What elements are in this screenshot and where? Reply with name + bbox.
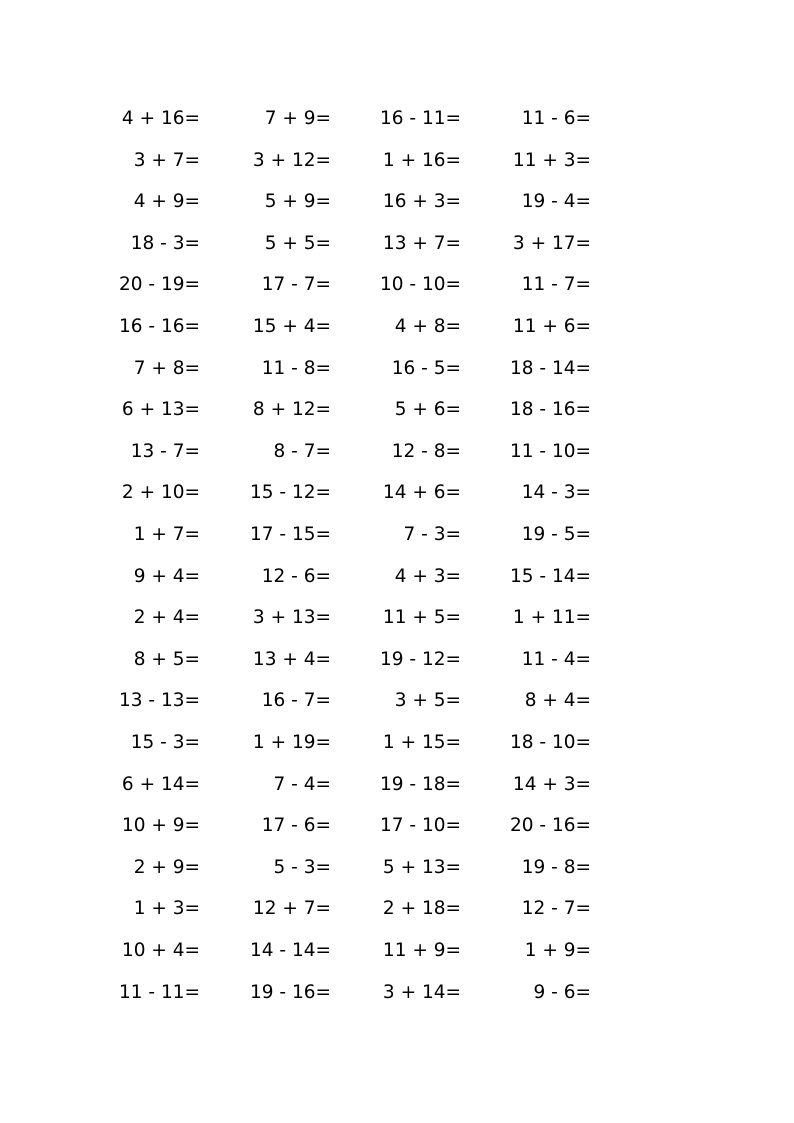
math-problem: 9 - 6= (533, 981, 591, 1003)
math-problem: 15 - 3= (130, 732, 200, 753)
math-problem: 8 + 12= (252, 399, 331, 421)
math-problem: 15 - 14= (509, 565, 591, 587)
math-problem: 3 + 17= (512, 232, 591, 254)
math-problem: 3 + 13= (252, 607, 331, 629)
math-problem: 1 + 9= (524, 940, 591, 961)
problem-row (0, 312, 794, 342)
math-problem: 11 - 8= (261, 357, 331, 379)
math-problem: 4 + 8= (394, 316, 461, 337)
math-problem: 14 + 6= (382, 482, 461, 504)
problem-row (0, 520, 794, 550)
problem-row (0, 978, 794, 1008)
problem-row (0, 104, 794, 134)
math-problem: 16 - 11= (379, 108, 461, 129)
math-problem: 19 - 4= (521, 191, 591, 213)
math-problem: 12 - 6= (261, 565, 331, 587)
math-problem: 17 - 7= (261, 274, 331, 296)
math-problem: 17 - 10= (379, 815, 461, 837)
math-problem: 11 - 7= (521, 274, 591, 296)
math-problem: 18 - 16= (509, 399, 591, 421)
problem-row (0, 187, 794, 217)
math-problem: 20 - 16= (509, 815, 591, 837)
math-problem: 5 + 5= (264, 232, 331, 254)
math-problem: 10 + 4= (121, 940, 200, 961)
problem-row (0, 437, 794, 467)
math-problem: 7 - 3= (403, 524, 461, 545)
math-problem: 17 - 15= (249, 524, 331, 545)
math-problem: 8 + 5= (133, 648, 200, 670)
problem-row (0, 229, 794, 259)
math-problem: 12 + 7= (252, 898, 331, 920)
math-problem: 8 + 4= (524, 690, 591, 712)
math-problem: 16 - 5= (391, 357, 461, 379)
math-problem: 16 + 3= (382, 191, 461, 213)
math-problem: 16 - 16= (118, 316, 200, 337)
math-problem: 19 - 18= (379, 773, 461, 795)
math-problem: 1 + 3= (133, 898, 200, 920)
problem-row (0, 936, 794, 966)
math-problem: 10 + 9= (121, 815, 200, 837)
problem-row (0, 562, 794, 592)
problem-row (0, 686, 794, 716)
math-problem: 5 + 9= (264, 191, 331, 213)
math-problem: 12 - 7= (521, 898, 591, 920)
math-problem: 2 + 4= (133, 607, 200, 629)
math-problem: 1 + 11= (512, 607, 591, 629)
math-problem: 11 - 11= (118, 981, 200, 1003)
math-problem: 18 - 10= (509, 732, 591, 753)
math-problem: 7 - 4= (273, 773, 331, 795)
math-problem: 9 + 4= (133, 565, 200, 587)
math-problem: 5 - 3= (273, 856, 331, 878)
math-problem: 4 + 16= (121, 108, 200, 129)
math-problem: 3 + 7= (133, 149, 200, 171)
math-problem: 13 - 7= (130, 440, 200, 462)
problem-row (0, 894, 794, 924)
problem-row (0, 770, 794, 800)
math-problem: 4 + 3= (394, 565, 461, 587)
math-problem: 17 - 6= (261, 815, 331, 837)
math-problem: 11 + 5= (382, 607, 461, 629)
math-problem: 6 + 13= (121, 399, 200, 421)
problem-row (0, 395, 794, 425)
math-problem: 16 - 7= (261, 690, 331, 712)
math-problem: 18 - 14= (509, 357, 591, 379)
problem-row (0, 146, 794, 176)
math-problem: 14 + 3= (512, 773, 591, 795)
problem-row (0, 270, 794, 300)
math-problem: 14 - 14= (249, 940, 331, 961)
problem-row (0, 853, 794, 883)
math-problem: 5 + 6= (394, 399, 461, 421)
math-problem: 12 - 8= (391, 440, 461, 462)
math-problem: 4 + 9= (133, 191, 200, 213)
math-problem: 1 + 16= (382, 149, 461, 171)
math-problem: 15 - 12= (249, 482, 331, 504)
problem-row (0, 354, 794, 384)
math-problem: 7 + 8= (133, 357, 200, 379)
math-problem: 13 + 4= (252, 648, 331, 670)
problem-row (0, 645, 794, 675)
math-problem: 19 - 5= (521, 524, 591, 545)
math-problem: 8 - 7= (273, 440, 331, 462)
math-problem: 3 + 14= (382, 981, 461, 1003)
math-problem: 7 + 9= (264, 108, 331, 129)
math-problem: 11 - 4= (521, 648, 591, 670)
math-problem: 13 - 13= (118, 690, 200, 712)
math-problem: 3 + 5= (394, 690, 461, 712)
math-problem: 10 - 10= (379, 274, 461, 296)
math-problem: 1 + 15= (382, 732, 461, 753)
problem-row (0, 728, 794, 758)
math-problem: 11 + 3= (512, 149, 591, 171)
math-problem: 1 + 7= (133, 524, 200, 545)
problem-row (0, 478, 794, 508)
math-problem: 1 + 19= (252, 732, 331, 753)
math-problem: 20 - 19= (118, 274, 200, 296)
math-problem: 13 + 7= (382, 232, 461, 254)
math-problem: 15 + 4= (252, 316, 331, 337)
math-problem: 5 + 13= (382, 856, 461, 878)
math-problem: 19 - 16= (249, 981, 331, 1003)
math-problem: 6 + 14= (121, 773, 200, 795)
math-problem: 11 - 6= (521, 108, 591, 129)
math-problem: 11 + 9= (382, 940, 461, 961)
math-problem: 2 + 18= (382, 898, 461, 920)
math-problem: 18 - 3= (130, 232, 200, 254)
math-problem: 19 - 8= (521, 856, 591, 878)
math-problem: 19 - 12= (379, 648, 461, 670)
math-problem: 3 + 12= (252, 149, 331, 171)
math-problem: 14 - 3= (521, 482, 591, 504)
math-problem: 11 - 10= (509, 440, 591, 462)
math-problem: 11 + 6= (512, 316, 591, 337)
math-problem: 2 + 9= (133, 856, 200, 878)
math-problem: 2 + 10= (121, 482, 200, 504)
problem-row (0, 603, 794, 633)
problem-row (0, 811, 794, 841)
